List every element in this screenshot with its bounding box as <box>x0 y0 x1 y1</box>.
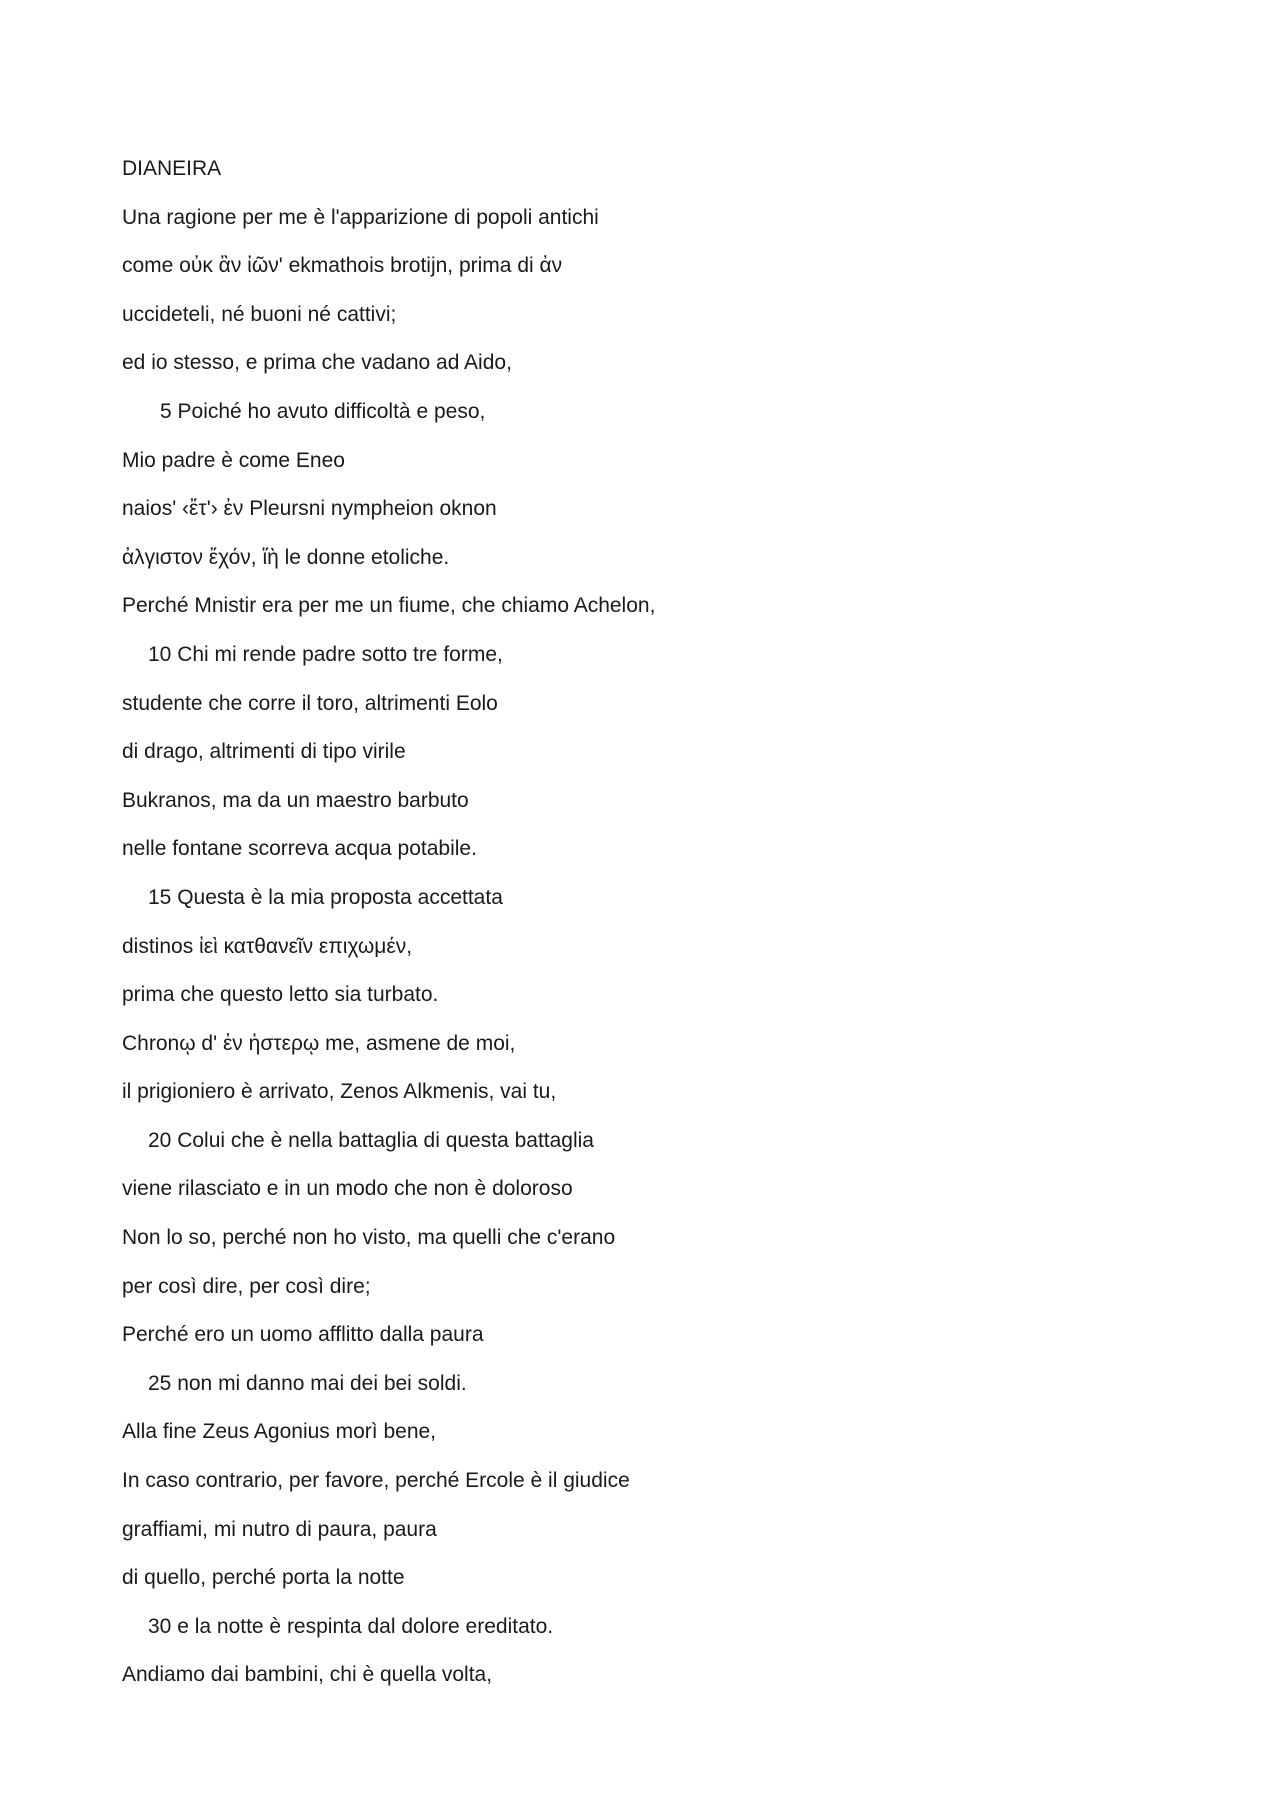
verse-line: per così dire, per così dire; <box>122 1274 371 1298</box>
verse-line: uccideteli, né buoni né cattivi; <box>122 302 397 326</box>
verse-line: Non lo so, perché non ho visto, ma quelli che c'erano <box>122 1226 616 1250</box>
verse-line-numbered: 5 Poiché ho avuto difficoltà e peso, <box>160 399 486 423</box>
verse-line: distinos ἰεὶ κατθανεῖν επιχωμέν, <box>122 934 413 958</box>
verse-line: Mio padre è come Eneo <box>122 448 345 472</box>
verse-line: nelle fontane scorreva acqua potabile. <box>122 837 477 861</box>
verse-line: Alla fine Zeus Agonius morì bene, <box>122 1420 437 1444</box>
speaker-heading: DIANEIRA <box>122 157 222 180</box>
verse-line: viene rilasciato e in un modo che non è doloroso <box>122 1177 573 1201</box>
verse-line: prima che questo letto sia turbato. <box>122 983 439 1007</box>
verse-line: Perché Mnistir era per me un fiume, che chiamo Achelon, <box>122 594 656 618</box>
verse-line: il prigioniero è arrivato, Zenos Alkmenis, vai tu, <box>122 1080 557 1104</box>
verse-line: ed io stesso, e prima che vadano ad Aido, <box>122 351 512 375</box>
verse-line-numbered: 10 Chi mi rende padre sotto tre forme, <box>148 642 503 666</box>
verse-line: In caso contrario, per favore, perché Ercole è il giudice <box>122 1469 630 1493</box>
verse-line: come οὐκ ἂν ἰῶν' ekmathois brotijn, prima di ἀν <box>122 254 563 278</box>
verse-line: Andiamo dai bambini, chi è quella volta, <box>122 1663 493 1687</box>
verse-line-numbered: 20 Colui che è nella battaglia di questa battaglia <box>148 1128 594 1152</box>
verse-line: studente che corre il toro, altrimenti Eolo <box>122 691 498 715</box>
verse-line: di quello, perché porta la notte <box>122 1566 405 1590</box>
verse-line: naios' ‹ἔτ'› ἐν Pleursni nympheion oknon <box>122 497 497 521</box>
verse-line-numbered: 30 e la notte è respinta dal dolore ereditato. <box>148 1614 554 1638</box>
verse-line: ἀλγιστον ἔχόν, ἵὴ le donne etoliche. <box>122 545 450 569</box>
verse-line: Perché ero un uomo afflitto dalla paura <box>122 1323 484 1347</box>
verse-line: di drago, altrimenti di tipo virile <box>122 740 406 764</box>
verse-line: graffiami, mi nutro di paura, paura <box>122 1517 437 1541</box>
verse-line-numbered: 15 Questa è la mia proposta accettata <box>148 885 503 909</box>
verse-line: Chronῳ d' ἐν ἠστερῳ me, asmene de moi, <box>122 1031 516 1055</box>
verse-line: Una ragione per me è l'apparizione di popoli antichi <box>122 205 599 229</box>
verse-line: Bukranos, ma da un maestro barbuto <box>122 788 469 812</box>
poem-text <box>122 152 1162 1707</box>
verse-line-numbered: 25 non mi danno mai dei bei soldi. <box>148 1371 467 1395</box>
